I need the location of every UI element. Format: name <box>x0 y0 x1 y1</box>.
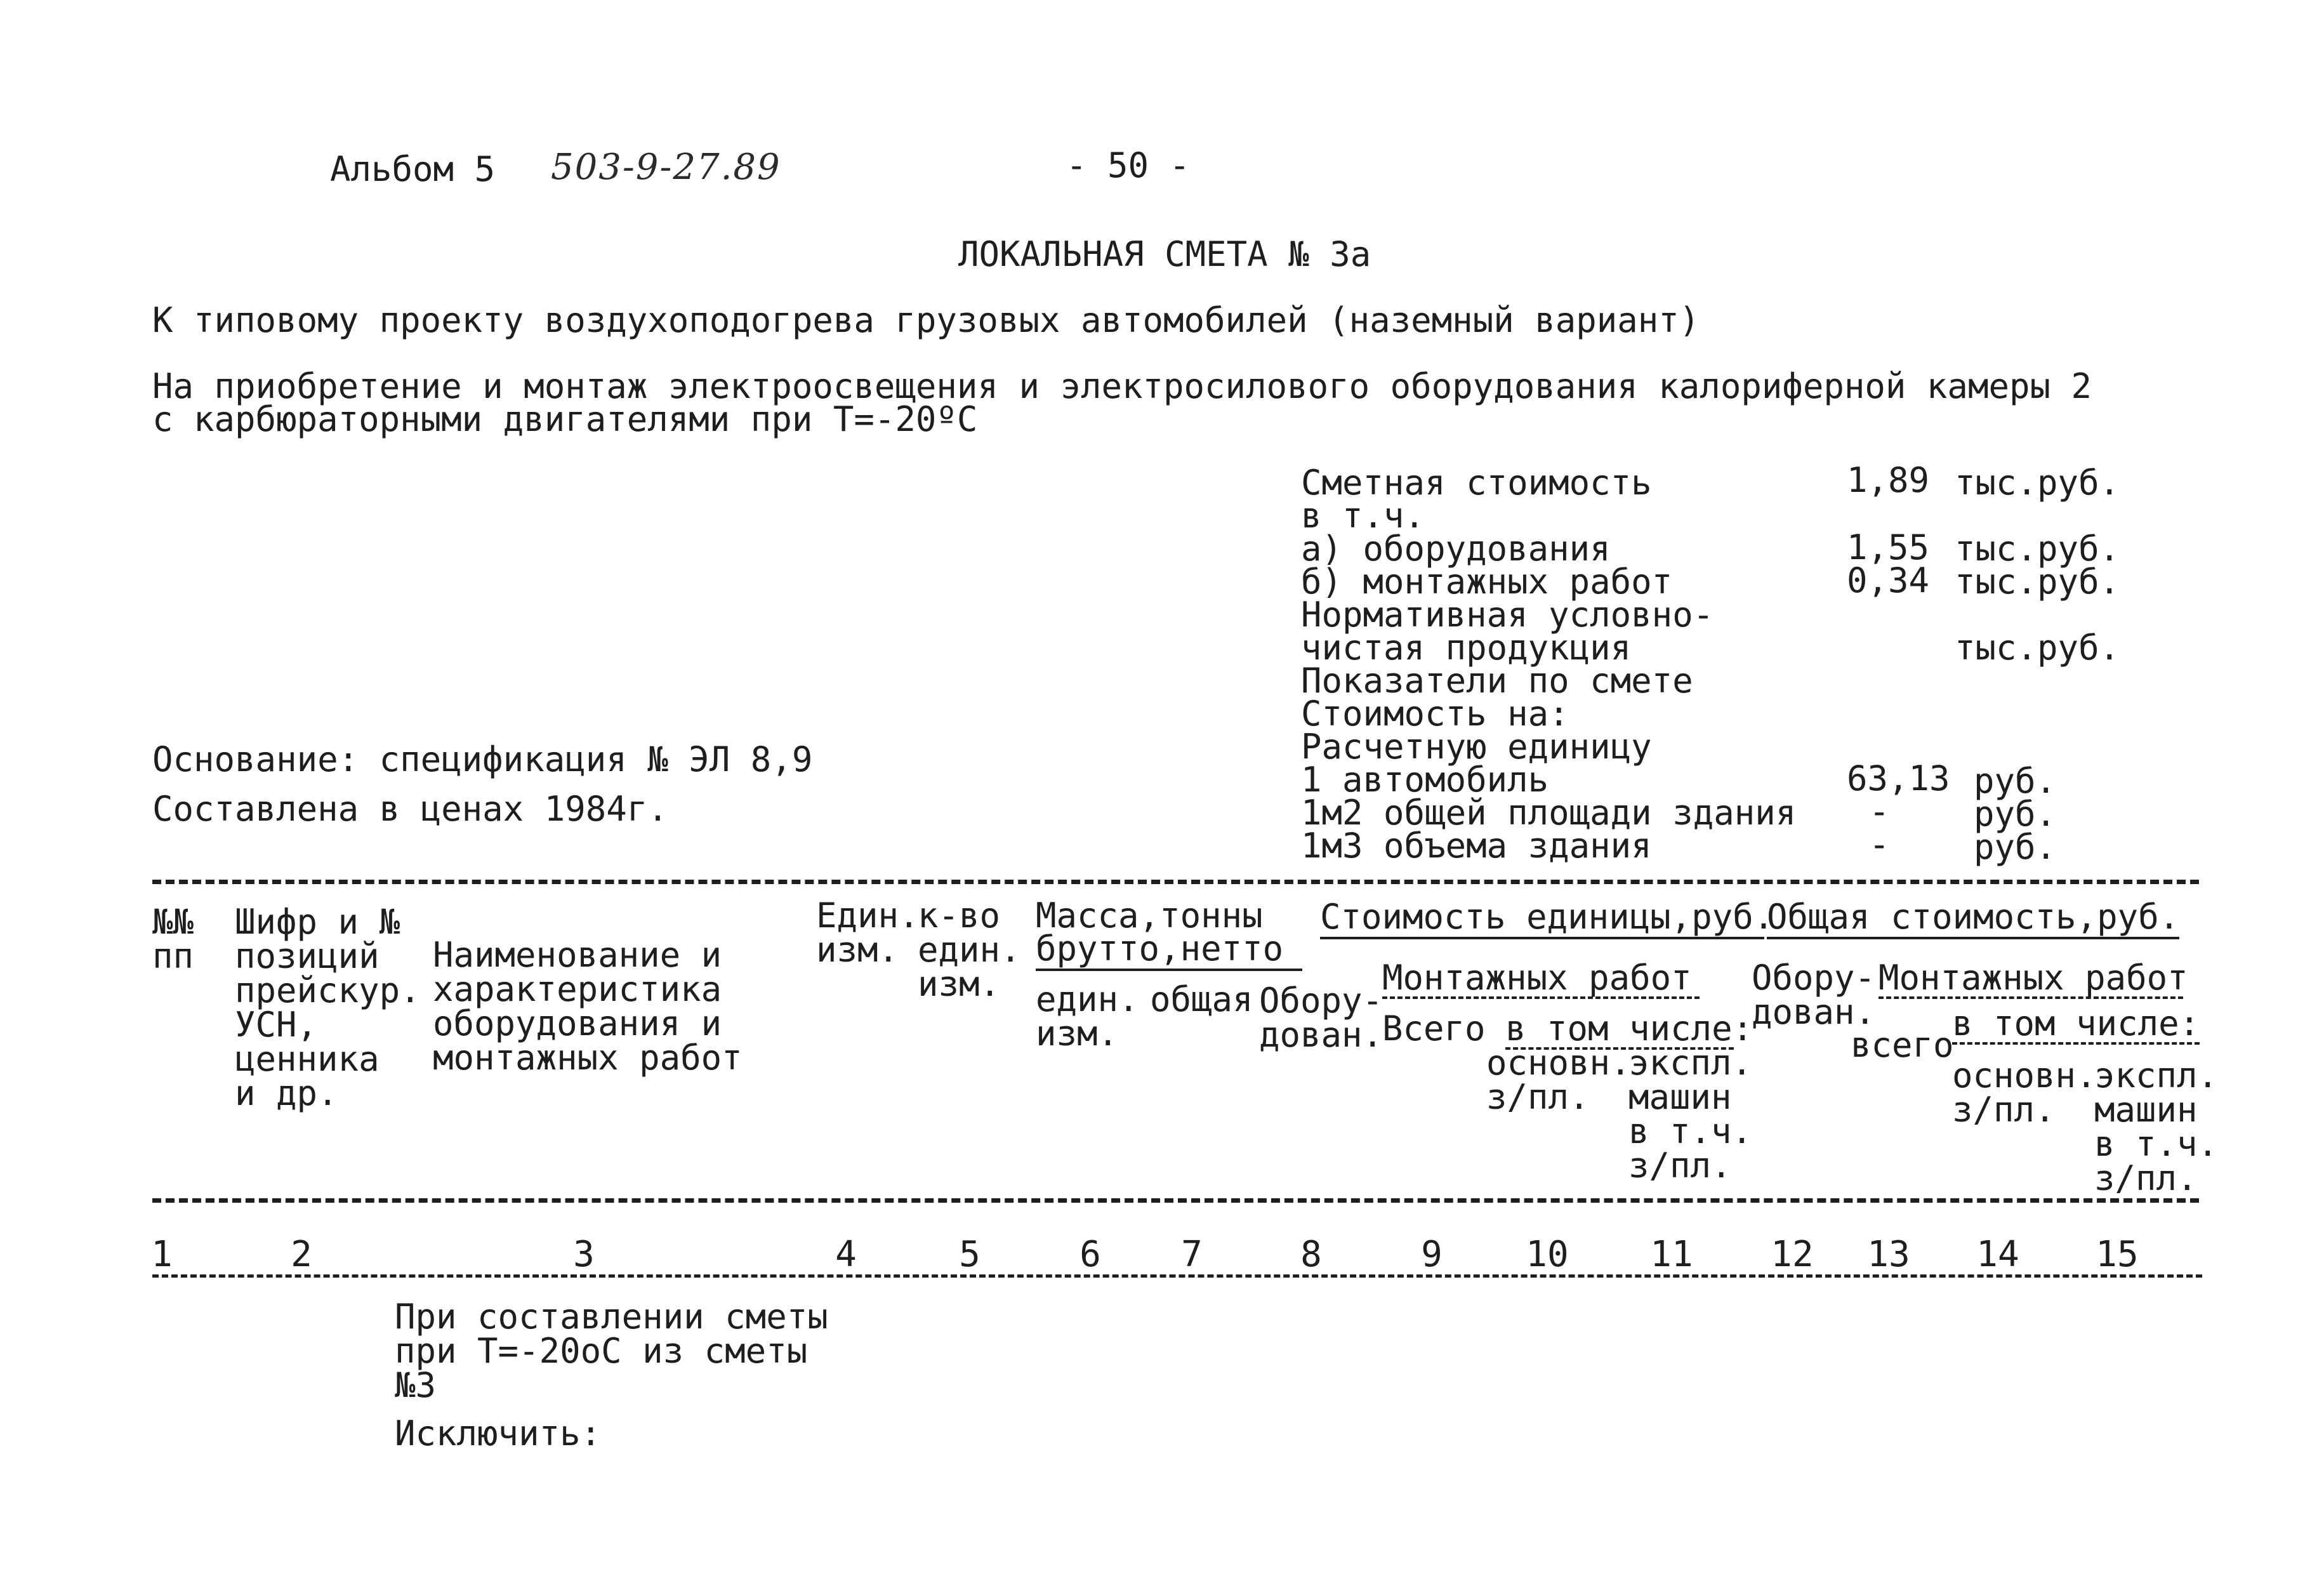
col-header-unit-machines: экспл. машин в т.ч. з/пл. <box>1628 1043 1753 1186</box>
unit-mount-underline <box>1382 996 1700 999</box>
per-m3-value: - <box>1869 824 1890 864</box>
mass-underline <box>1036 969 1302 971</box>
mounting-value: 0,34 <box>1847 560 1930 600</box>
per-m2-unit: руб. <box>1974 794 2057 834</box>
calc-unit-label: Расчетную единицу <box>1301 727 1652 767</box>
unit-mount-group-header: Монтажных работ <box>1382 958 1692 998</box>
total-cost-underline <box>1767 937 2179 939</box>
mass-subheader: брутто,нетто <box>1036 929 1284 969</box>
column-number: 8 <box>1300 1234 1322 1275</box>
cost-label: Сметная стоимость <box>1301 463 1652 503</box>
column-number: 2 <box>291 1234 312 1275</box>
col-header-mass-unit: един. изм. <box>1036 979 1139 1054</box>
column-number: 5 <box>959 1234 980 1275</box>
unit-cost-underline <box>1320 937 1764 939</box>
column-number: 9 <box>1421 1234 1443 1275</box>
column-number: 3 <box>573 1234 595 1275</box>
header-top-rule <box>152 880 2199 884</box>
total-incl-header: в том числе: <box>1952 1003 2200 1043</box>
per-m2-label: 1м2 общей площади здания <box>1301 793 1797 833</box>
col-header-unit-equipment: Обору- дован. <box>1259 981 1383 1055</box>
cost-value: 1,89 <box>1847 460 1930 500</box>
total-mount-group-header: Монтажных работ <box>1878 958 2188 998</box>
col-header-code: Шифр и № позиций прейскур. УСН, ценника и др. <box>235 902 421 1113</box>
per-m3-unit: руб. <box>1974 827 2057 867</box>
column-number: 10 <box>1526 1234 1569 1275</box>
col-header-quantity: к-во един. изм. <box>918 896 1021 1004</box>
col-header-total-base-wage: основн. з/пл. <box>1952 1055 2097 1130</box>
column-number: 4 <box>835 1234 857 1275</box>
column-number: 13 <box>1867 1234 1910 1275</box>
handwritten-project-code: 503-9-27.89 <box>551 147 781 188</box>
per-car-unit: руб. <box>1974 761 2057 801</box>
total-cost-group-header: Общая стоимость,руб. <box>1767 897 2180 937</box>
normative-label-1: Нормативная условно- <box>1301 595 1714 635</box>
prices-line: Составлена в ценах 1984г. <box>152 789 668 829</box>
cost-per-label: Стоимость на: <box>1301 694 1569 734</box>
column-number: 6 <box>1079 1234 1101 1275</box>
subject-line: К типовому проекту воздухоподогрева грузовых автомобилей (наземный вариант) <box>152 300 1700 340</box>
column-number: 14 <box>1976 1234 2019 1275</box>
basis-line: Основание: спецификация № ЭЛ 8,9 <box>152 739 813 779</box>
mounting-unit: тыс.руб. <box>1955 562 2120 602</box>
col-header-number: №№ пп <box>152 902 194 976</box>
including-label: в т.ч. <box>1301 496 1425 536</box>
unit-cost-group-header: Стоимость единицы,руб. <box>1320 897 1774 937</box>
document-title: ЛОКАЛЬНАЯ СМЕТА № 3а <box>958 234 1371 274</box>
column-number: 12 <box>1771 1234 1814 1275</box>
normative-label-2: чистая продукция <box>1301 628 1632 668</box>
per-car-label: 1 автомобиль <box>1301 760 1549 800</box>
normative-unit: тыс.руб. <box>1955 628 2120 668</box>
col-header-total-equipment: Обору- дован. <box>1752 958 1876 1032</box>
mounting-label: б) монтажных работ <box>1301 562 1673 602</box>
mass-group-header: Масса,тонны <box>1036 896 1263 936</box>
col-header-name: Наименование и характеристика оборудования и монтажных работ <box>433 935 743 1078</box>
album-label: Альбом 5 <box>330 149 496 189</box>
equipment-value: 1,55 <box>1847 527 1930 567</box>
page-number: - 50 - <box>1066 145 1191 185</box>
purpose-line-1: На приобретение и монтаж электроосвещения и электросилового оборудования калориферной камеры 2 <box>152 366 2092 406</box>
col-header-mass-total: общая <box>1150 979 1253 1019</box>
per-m3-label: 1м3 объема здания <box>1301 826 1652 866</box>
purpose-line-2: с карбюраторными двигателями при Т=-20ºС <box>152 399 978 439</box>
col-header-unit: Един. изм. <box>816 896 920 970</box>
column-number: 11 <box>1650 1234 1693 1275</box>
column-number: 1 <box>151 1234 173 1275</box>
equipment-label: а) оборудования <box>1301 529 1611 569</box>
total-mount-underline <box>1878 996 2183 999</box>
per-m2-value: - <box>1869 791 1890 831</box>
unit-incl-header: в том числе: <box>1505 1009 1753 1048</box>
total-incl-underline <box>1952 1042 2200 1045</box>
col-header-unit-total: Всего <box>1382 1009 1486 1048</box>
equipment-unit: тыс.руб. <box>1955 529 2120 569</box>
col-header-unit-base-wage: основн. з/пл. <box>1486 1043 1631 1117</box>
exclude-label: Исключить: <box>395 1413 602 1453</box>
body-note: При составлении сметы при Т=-20оС из сметы №3 <box>395 1297 828 1405</box>
col-header-total-all: всего <box>1851 1025 1954 1065</box>
indicators-label: Показатели по смете <box>1301 661 1693 701</box>
per-car-value: 63,13 <box>1847 758 1950 798</box>
col-header-total-machines: экспл. машин в т.ч. з/пл. <box>2094 1055 2219 1198</box>
column-number: 15 <box>2096 1234 2139 1275</box>
header-bottom-rule <box>152 1198 2199 1203</box>
cost-unit: тыс.руб. <box>1955 463 2120 503</box>
column-number: 7 <box>1181 1234 1203 1275</box>
